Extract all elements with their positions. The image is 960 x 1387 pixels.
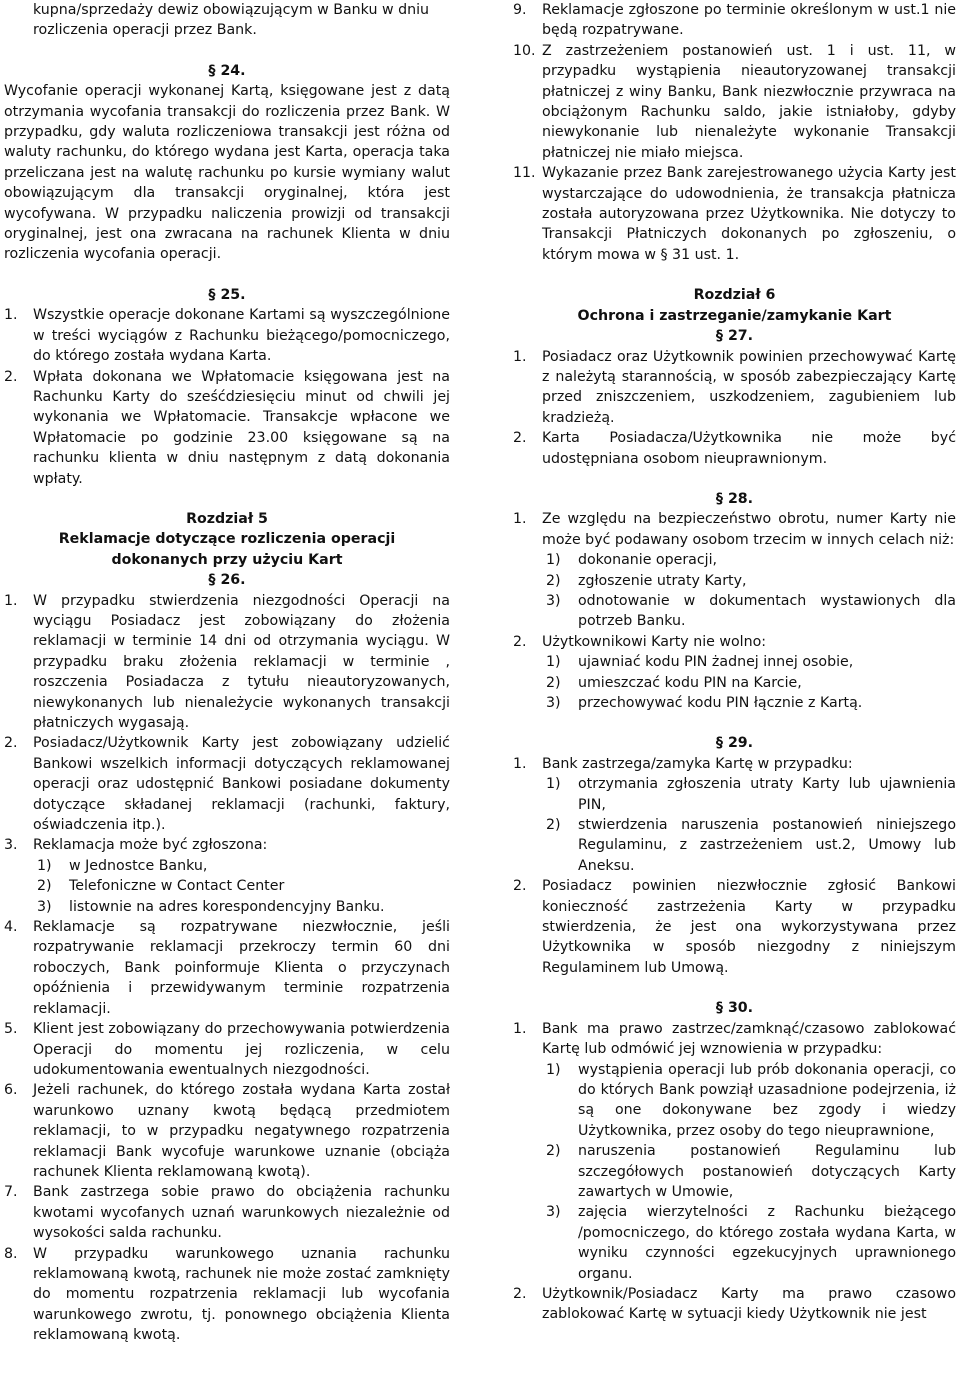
s26-item-11: 11. Wykazanie przez Bank zarejestrowanego użycia Karty jest wystarczające do udowodnienia, że transakcja płatnicza została autoryzowana przez Użytkownika. Nie dotyczy to Transakcji Płatniczych dokonanych po zgłoszeniu, o którym mowa w § 31 ust. 1. [513, 165, 956, 263]
s28-item-2: 2. Użytkownikowi Karty nie wolno: [513, 633, 767, 650]
s30-item-1: 1. Bank ma prawo zastrzec/zamknąć/czasowo zablokować Kartę lub odmówić jej wznowienia w przypadku: [513, 1020, 956, 1058]
s30-item-2: 2. Użytkownik/Posiadacz Karty ma prawo czasowo zablokować Kartę w sytuacji kiedy Użytkownik nie jest [513, 1285, 956, 1323]
section-24-heading: § 24. [208, 62, 246, 79]
s26-item-3-sub-2: 2) Telefoniczne w Contact Center [37, 878, 285, 895]
top-line-2: rozliczenia operacji przez Bank. [33, 22, 257, 39]
s26-item-2: 2. Posiadacz/Użytkownik Karty jest zobowiązany udzielić Bankowi wszelkich informacji dotyczących reklamowanej operacji oraz udostępnić Bankowi posiadane dokumenty dotyczące składanej reklamacji (rachunki, faktury, oświadczenia itp.). [4, 735, 450, 834]
section-27-heading: § 27. [715, 328, 754, 345]
s26-item-3-sub-1: 1) w Jednostce Banku, [37, 857, 208, 874]
section-25-heading: § 25. [208, 286, 246, 303]
s30-item-1-sub-1: 1) wystąpienia operacji lub prób dokonania operacji, co do których Bank powziął uzasadnione podejrzenia, iż są one dokonywane bez zgody i wiedzy Użytkownika, przez osoby do tego nieuprawnione, [546, 1061, 956, 1139]
s28-item-1-sub-2: 2) zgłoszenie utraty Karty, [546, 572, 747, 589]
s26-item-6: 6. Jeżeli rachunek, do którego została wydana Karta został warunkowo uznany kwotą będącą przedmiotem reklamacji, to w przypadku negatywnego rozpatrzenia reklamacji Bank wycofuje warunkowe uznanie (obciąża rachunek Klienta reklamowaną kwotą). [4, 1082, 450, 1180]
chapter-5-title: Rozdział 5 [186, 510, 268, 527]
section-28-heading: § 28. [715, 490, 754, 507]
s29-item-1: 1. Bank zastrzega/zamyka Kartę w przypadku: [513, 755, 853, 772]
s26-item-3: 3. Reklamacja może być zgłoszona: [4, 837, 268, 854]
s25-item-2: 2. Wpłata dokonana we Wpłatomacie księgowana jest na Rachunku Karty do sześćdziesięciu minut od chwili jej wykonania we Wpłatomacie. Transakcje wpłacone we Wpłatomacie po godzinie 23.00 księgowane są na rachunku klienta w dniu następnym z datą dokonania wpłaty. [4, 368, 450, 487]
s27-item-2: 2. Karta Posiadacza/Użytkownika nie może być udostępniana osobom nieuprawnionym. [513, 430, 956, 467]
s28-item-2-sub-3: 3) przechowywać kodu PIN łącznie z Kartą. [546, 695, 863, 711]
s26-item-3-sub-3: 3) listownie na adres korespondencyjny Banku. [37, 898, 385, 915]
s27-item-1: 1. Posiadacz oraz Użytkownik powinien przechowywać Kartę z należytą starannością, w sposób zabezpieczający Kartę przed zniszczeniem, uszkodzeniem, zagubieniem lub kradzieżą. [513, 348, 956, 426]
s29-item-1-sub-2: 2) stwierdzenia naruszenia postanowień niniejszego Regulaminu, z zastrzeżeniem ust.2, Umowy lub Aneksu. [546, 817, 956, 874]
section-26-heading: § 26. [208, 572, 246, 589]
s26-item-10: 10. Z zastrzeżeniem postanowień ust. 1 i ust. 11, w przypadku wystąpienia nieautoryzowanej transakcji płatniczej z winy Banku, Bank niezwłocznie przywraca na obciążonym Rachunku saldo, jakie istniałoby, gdyby niewykonanie lub nienależyte wykonanie Transakcji płatniczej nie miało miejsca. [513, 42, 956, 161]
s26-item-8: 8. W przypadku warunkowego uznania rachunku reklamowaną kwotą, rachunek nie może zostać zamknięty do momentu rozpatrzenia reklamacji lub wycofania warunkowego zwrotu, tj. ponownego obciążenia Klienta reklamowaną kwotą. [4, 1245, 450, 1344]
section-24-text: Wycofanie operacji wykonanej Kartą, księgowane jest z datą otrzymania wycofania transakcji do rozliczenia przez Bank. W przypadku, gdy waluta rozliczeniowa transakcji jest różna od waluty rachunku, do którego wydana jest Karta, operacja taka przeliczana jest na walutę rachunku po kursie wymiany walut obowiązującym dla transakcji oryginalnej, która jest wycofywana. W przypadku naliczenia prowizji od transakcji oryginalnej, jest ona zwracana na rachunek Klienta w dniu rozliczenia wycofania operacji. [4, 83, 450, 263]
chapter-6-title: Rozdział 6 [693, 287, 776, 304]
s30-item-1-sub-3: 3) zajęcia wierzytelności z Rachunku bieżącego /pomocniczego, do którego została wydana Karta, w wyniku czynności egzekucyjnych uprawnionego organu. [546, 1204, 956, 1282]
s28-item-2-sub-2: 2) umieszczać kodu PIN na Karcie, [546, 674, 802, 691]
s26-item-4: 4. Reklamacje są rozpatrywane niezwłocznie, jeśli rozpatrywanie reklamacji przekroczy termin 60 dni roboczych, Bank poinformuje Klienta o przyczynach opóźnienia i przewidywanym terminie rozpatrzenia reklamacji. [4, 919, 450, 1017]
s26-item-1: 1. W przypadku stwierdzenia niezgodności Operacji na wyciągu Posiadacz jest zobowiązany do złożenia reklamacji w terminie 14 dni od otrzymania wyciągu. W przypadku braku złożenia reklamacji w terminie , roszczenia Posiadacza z tytułu nieautoryzowanych, niewykonanych lub nienależycie wykonanych transakcji płatniczych wygasają. [4, 592, 450, 731]
left-column [4, 0, 450, 1346]
s29-item-1-sub-1: 1) otrzymania zgłoszenia utraty Karty lub ujawnienia PIN, [546, 776, 956, 813]
s28-item-2-sub-1: 1) ujawniać kodu PIN żadnej innej osobie, [546, 654, 854, 671]
section-29-heading: § 29. [715, 735, 754, 752]
top-line-1: kupna/sprzedaży dewiz obowiązującym w Banku w dniu [33, 2, 430, 18]
chapter-5-subtitle-2: dokonanych przy użyciu Kart [111, 551, 343, 568]
s28-item-1: 1. Ze względu na bezpieczeństwo obrotu, numer Karty nie może być podawany osobom trzecim w innych celach niż: [513, 511, 956, 548]
right-column [513, 0, 956, 1325]
s25-item-1: 1. Wszystkie operacje dokonane Kartami są wyszczególnione w treści wyciągów z Rachunku bieżącego/pomocniczego, do którego została wydana Karta. [4, 307, 450, 365]
s26-item-7: 7. Bank zastrzega sobie prawo do obciążenia rachunku kwotami wycofanych uznań warunkowych niezależnie od wysokości salda rachunku. [4, 1184, 450, 1242]
s28-item-1-sub-1: 1) dokonanie operacji, [546, 552, 718, 569]
s30-item-1-sub-2: 2) naruszenia postanowień Regulaminu lub szczegółowych postanowień dotyczących Karty zawartych w Umowie, [546, 1143, 956, 1200]
chapter-5-subtitle-1: Reklamacje dotyczące rozliczenia operacji [58, 531, 396, 548]
section-30-heading: § 30. [715, 1000, 754, 1017]
s26-item-9: 9. Reklamacje zgłoszone po terminie określonym w ust.1 nie będą rozpatrywane. [513, 2, 956, 39]
s26-item-5: 5. Klient jest zobowiązany do przechowywania potwierdzenia Operacji do momentu jej rozliczenia, w celu udokumentowania ewentualnych niezgodności. [4, 1021, 450, 1078]
s29-item-2: 2. Posiadacz powinien niezwłocznie zgłosić Bankowi konieczność zastrzeżenia Karty w przypadku stwierdzenia, że jest ona wykorzystywana przez Użytkownika w sposób niezgodny z niniejszym Regulaminem lub Umową. [513, 878, 956, 976]
chapter-6-subtitle: Ochrona i zastrzeganie/zamykanie Kart [577, 307, 892, 324]
s28-item-1-sub-3: 3) odnotowanie w dokumentach wystawionych dla potrzeb Banku. [546, 592, 956, 630]
